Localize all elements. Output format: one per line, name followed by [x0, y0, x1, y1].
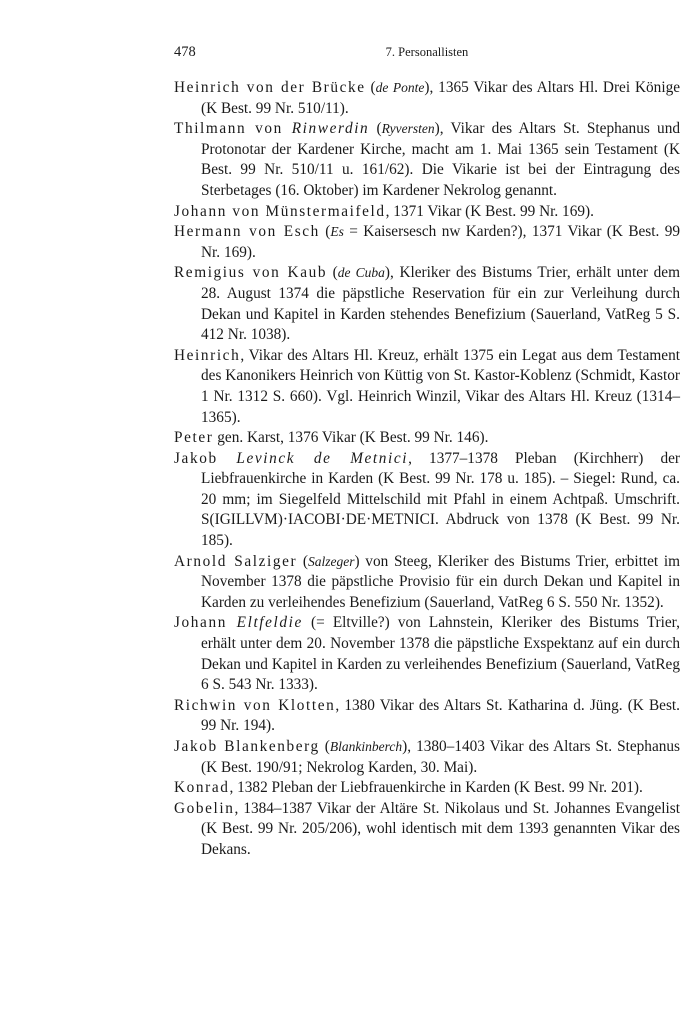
entry-name: Jakob	[174, 449, 218, 467]
entry-text: , Kleriker des Bistums Trier, erhält unter dem 28. August 1374 die päpstliche Reservation für ein zur Verleihung durch Dekan und Kapitel in Karden stehendes Benefizium (Sauerland, VatReg 5 S. 412 Nr. 1038).	[201, 264, 681, 344]
entry-name: Remigius von Kaub	[174, 264, 328, 282]
entry-name: Richwin von Klotten	[174, 696, 336, 714]
entry-text: , 1380 Vikar des Altars St. Katharina d. Jüng. (K Best. 99 Nr. 194).	[201, 696, 681, 735]
entry-text: , Vikar des Altars Hl. Kreuz, erhält 1375 ein Legat aus dem Testament des Kanonikers Heinrich von Küttig von St. Kastor-Koblenz (Schmidt, Kastor 1 Nr. 1312 S. 660). Vgl. Heinrich Winzil, Vikar des Altars Hl. Kreuz (1314–1365).	[201, 346, 680, 426]
list-entry	[174, 78, 680, 119]
list-entry	[174, 737, 680, 778]
entry-name: Heinrich	[174, 346, 241, 364]
entry-name-variant: de Cuba	[337, 265, 385, 281]
entry-name-italic: Levinck de Metnici	[217, 449, 409, 467]
entry-text: von Steeg, Kleriker des Bistums Trier, erbittet im November 1378 die päpstliche Provisio für ein durch Dekan und Kapitel in Karden zu verleihendes Benefizium (Sauerland, VatReg 6 S. 550 Nr. 1352).	[201, 552, 681, 611]
entry-name-variant: Ryversten	[381, 121, 435, 137]
list-entry	[174, 119, 680, 201]
entry-name-italic: Eltfeldie	[226, 614, 303, 632]
entry-name: Heinrich von der Brücke	[174, 79, 366, 96]
entry-name-variant: de Ponte	[375, 80, 425, 95]
list-entry	[174, 613, 680, 695]
entry-text: gen. Karst, 1376 Vikar (K Best. 99 Nr. 146).	[213, 429, 489, 447]
entry-separator: )	[424, 79, 430, 96]
entry-text: = Kaisersesch nw Karden?), 1371 Vikar (K Best. 99 Nr. 169).	[201, 223, 680, 261]
entry-name: Jakob Blankenberg	[174, 738, 320, 755]
list-entry	[174, 346, 680, 428]
entry-text: , Vikar des Altars St. Stephanus und Protonotar der Kardener Kirche, macht am 1. Mai 1365 sein Testament (K Best. 99 Nr. 510/11 u. 161/62). Die Vikarie ist bei der Eintragung des Sterbetages (16. Oktober) im Kardener Nekrolog genannt.	[201, 120, 680, 199]
entry-separator: (	[297, 552, 308, 570]
list-entry	[174, 202, 680, 223]
entry-name: Johann von Münstermaifeld	[174, 202, 386, 220]
list-entry	[174, 222, 680, 263]
entry-separator: (	[319, 738, 330, 755]
entry-name: Thilmann von	[174, 120, 283, 138]
entry-separator: (	[365, 79, 376, 96]
running-title: 7. Personallisten	[385, 45, 469, 59]
entry-name-italic: Rinwerdin	[282, 120, 370, 138]
entry-text: , 1377–1378 Pleban (Kirchherr) der Liebfrauenkirche in Karden (K Best. 99 Nr. 178 u. 185). – Siegel: Rund, ca. 20 mm; im Siegelfeld Mittelschild mit Pfahl in einem Achtpaß. Umschrift. S(IGILLVM)·IACOBI·DE·METNICI. Abdruck von 1378 (K Best. 99 Nr. 185).	[201, 449, 680, 550]
list-entry	[174, 449, 680, 552]
entry-text: , 1384–1387 Vikar der Altäre St. Nikolaus und St. Johannes Evangelist (K Best. 99 Nr. 205/206), wohl identisch mit dem 1393 genannten Vikar des Dekans.	[201, 799, 680, 858]
entry-separator: (	[327, 264, 338, 282]
entry-name-variant: Blankinberch	[329, 739, 403, 754]
list-entry	[174, 696, 680, 737]
personnel-list	[174, 78, 680, 861]
entry-separator: (	[319, 223, 331, 241]
entry-separator: )	[354, 552, 360, 570]
entry-text: , 1365 Vikar des Altars Hl. Drei Könige (K Best. 99 Nr. 510/11).	[201, 79, 681, 117]
list-entry	[174, 799, 680, 861]
page-number: 478	[174, 44, 196, 60]
entry-name-variant: Es	[330, 224, 344, 240]
entry-text: (= Eltville?) von Lahnstein, Kleriker des Bistums Trier, erhält unter dem 20. November 1378 die päpstliche Exspektanz auf ein durch Dekan und Kapitel in Karden zu verleihendes Benefizium (Sauerland, VatReg 6 S. 543 Nr. 1333).	[201, 614, 680, 694]
list-entry	[174, 552, 680, 614]
entry-name: Konrad	[174, 779, 230, 797]
entry-separator: )	[434, 120, 440, 138]
entry-name-variant: Salzeger	[307, 553, 355, 569]
entry-text: , 1371 Vikar (K Best. 99 Nr. 169).	[385, 202, 594, 220]
entry-text: , 1382 Pleban der Liebfrauenkirche in Karden (K Best. 99 Nr. 201).	[229, 779, 643, 797]
entry-name: Johann	[174, 614, 227, 632]
list-entry	[174, 778, 680, 799]
entry-separator: )	[402, 738, 408, 755]
entry-separator: (	[369, 120, 382, 138]
entry-separator: )	[384, 264, 391, 282]
entry-text: , 1380–1403 Vikar des Altars St. Stephanus (K Best. 190/91; Nekrolog Karden, 30. Mai).	[201, 738, 680, 776]
entry-name: Peter	[174, 429, 214, 447]
list-entry	[174, 263, 680, 345]
entry-name: Arnold Salziger	[174, 552, 298, 570]
entry-name: Gobelin	[174, 799, 235, 817]
page-header	[174, 44, 680, 64]
list-entry	[174, 428, 680, 449]
entry-name: Hermann von Esch	[174, 223, 320, 241]
